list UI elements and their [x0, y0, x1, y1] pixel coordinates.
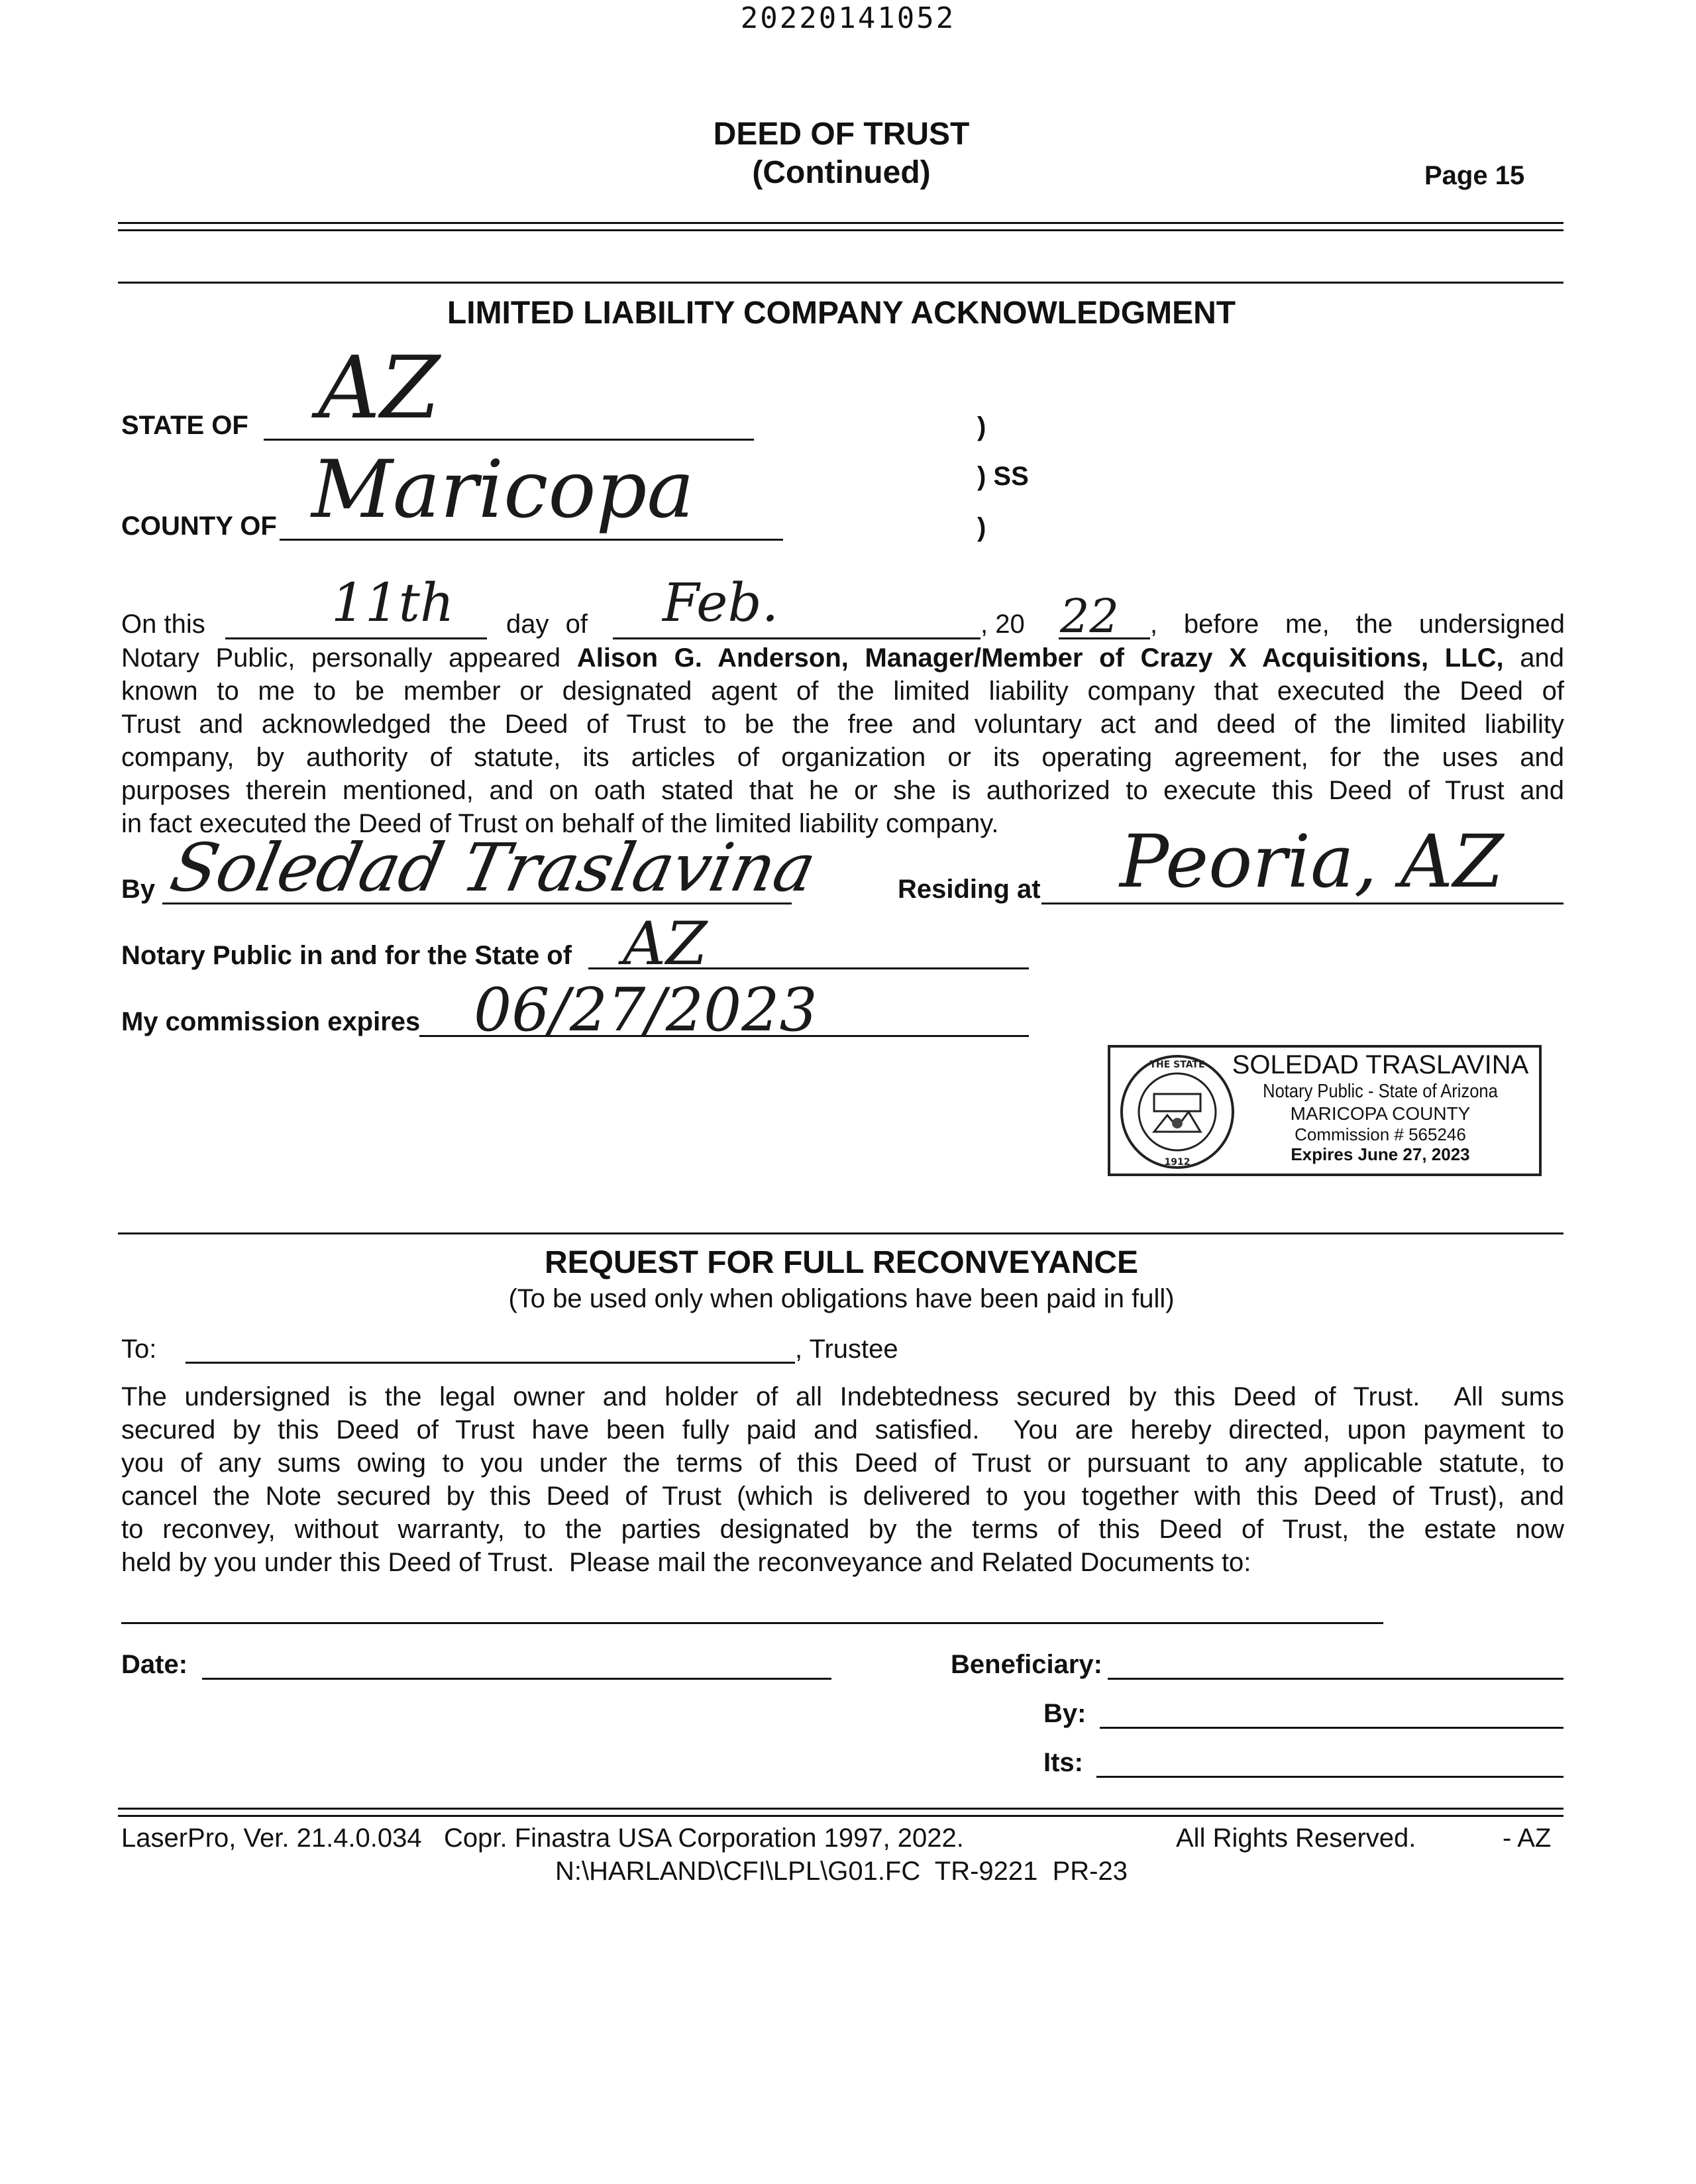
ack-line-2: [121, 641, 1564, 675]
to-label: To:: [121, 1335, 157, 1364]
svg-text:THE STATE: THE STATE: [1149, 1060, 1205, 1070]
header-rule-2: [118, 229, 1564, 231]
residing-handwritten: Peoria, AZ: [1120, 819, 1504, 904]
beneficiary-label: Beneficiary:: [951, 1650, 1102, 1679]
footer-rule-2: [118, 1815, 1564, 1817]
state-label: STATE OF: [121, 411, 248, 440]
stamp-line-3: Commission # 565246: [1295, 1124, 1466, 1144]
its-line: [1096, 1776, 1564, 1778]
reconveyance-line-4: cancel the Note secured by this Deed of Trust (which is delivered to you together with this Deed of Trust), and: [121, 1482, 1564, 1511]
county-line: [280, 539, 783, 541]
reconveyance-line-1: The undersigned is the legal owner and holder of all Indebtedness secured by this Deed of Trust. All sums: [121, 1382, 1564, 1411]
by-signature-line: [1100, 1727, 1564, 1729]
day-handwritten: 11th: [331, 572, 454, 633]
residing-label: Residing at: [898, 875, 1041, 904]
page-number: Page 15: [1424, 161, 1525, 190]
document-title: DEED OF TRUST: [713, 117, 970, 152]
ack-line-3: known to me to be member or designated agent of the limited liability company that executed the Deed of: [121, 677, 1564, 706]
notary-stamp: [1108, 1045, 1542, 1176]
reconveyance-rule: [118, 1232, 1564, 1234]
ack-line-6: purposes therein mentioned, and on oath stated that he or she is authorized to execute this Deed of Trust and: [121, 776, 1564, 805]
acknowledgment-heading: LIMITED LIABILITY COMPANY ACKNOWLEDGMENT: [447, 296, 1236, 331]
svg-text:1912: 1912: [1164, 1157, 1191, 1168]
by-signature-label: By:: [1043, 1699, 1086, 1728]
state-handwritten: AZ: [318, 337, 441, 438]
document-subtitle: (Continued): [752, 155, 931, 190]
county-label: COUNTY OF: [121, 512, 277, 541]
footer-path: N:\HARLAND\CFI\LPL\G01.FC TR-9221 PR-23: [555, 1857, 1128, 1886]
date-label: Date:: [121, 1650, 188, 1679]
notary-state-label: Notary Public in and for the State of: [121, 941, 572, 970]
county-handwritten: Maricopa: [311, 444, 694, 536]
year-prefix: , 20: [980, 610, 1025, 639]
footer-software: LaserPro, Ver. 21.4.0.034 Copr. Finastra USA Corporation 1997, 2022.: [121, 1824, 964, 1853]
date-line: [202, 1678, 831, 1680]
stamp-line-4: Expires June 27, 2023: [1291, 1144, 1470, 1164]
stamp-line-1: Notary Public - State of Arizona: [1263, 1081, 1498, 1102]
month-handwritten: Feb.: [662, 572, 779, 633]
day-of-text: day of: [506, 610, 588, 639]
commission-handwritten: 06/27/2023: [474, 975, 818, 1045]
its-label: Its:: [1043, 1748, 1083, 1777]
ack-line-5: company, by authority of statute, its articles of organization or its operating agreement, for the uses and: [121, 743, 1564, 772]
notary-signature: Soledad Traslavina: [164, 829, 823, 906]
month-line: [613, 637, 980, 639]
footer-rights: All Rights Reserved.: [1176, 1824, 1416, 1853]
trustee-line: [186, 1362, 795, 1364]
day-line: [225, 637, 487, 639]
state-line: [264, 439, 754, 441]
commission-label: My commission expires: [121, 1007, 421, 1036]
recording-number: 20220141052: [740, 1, 956, 35]
reconveyance-line-6: held by you under this Deed of Trust. Please mail the reconveyance and Related Documents to:: [121, 1548, 1251, 1577]
ack-line-4: Trust and acknowledged the Deed of Trust to be the free and voluntary act and deed of the limited liability: [121, 710, 1564, 739]
footer-state: - AZ: [1503, 1824, 1552, 1853]
year-handwritten: 22: [1060, 589, 1120, 643]
section-rule: [118, 282, 1564, 284]
paren-1: ): [977, 412, 986, 441]
before-me-text: , before me, the undersigned: [1150, 610, 1565, 639]
reconveyance-heading: REQUEST FOR FULL RECONVEYANCE: [544, 1245, 1139, 1280]
stamp-name: SOLEDAD TRASLAVINA: [1232, 1050, 1529, 1079]
reconveyance-line-5: to reconvey, without warranty, to the parties designated by the terms of this Deed of Trust, the estate now: [121, 1515, 1564, 1544]
mailing-address-line: [121, 1622, 1383, 1624]
notary-state-handwritten: AZ: [623, 909, 708, 979]
by-label: By: [121, 875, 156, 904]
footer-rule-1: [118, 1808, 1564, 1810]
ack-line-7: in fact executed the Deed of Trust on behalf of the limited liability company.: [121, 809, 999, 838]
beneficiary-line: [1108, 1678, 1564, 1680]
trustee-label: , Trustee: [795, 1335, 898, 1364]
on-this-text: On this: [121, 610, 205, 639]
header-rule-1: [118, 222, 1564, 224]
reconveyance-subheading: (To be used only when obligations have been paid in full): [508, 1284, 1175, 1313]
reconveyance-line-3: you of any sums owing to you under the terms of this Deed of Trust or pursuant to any applicable statute, to: [121, 1448, 1564, 1478]
stamp-line-2: MARICOPA COUNTY: [1290, 1103, 1471, 1124]
ack-line-2b: and: [1503, 643, 1564, 673]
ss-label: ) SS: [977, 462, 1029, 491]
paren-3: ): [977, 513, 986, 542]
state-seal-icon: [1114, 1049, 1240, 1175]
reconveyance-line-2: secured by this Deed of Trust have been fully paid and satisfied. You are hereby directed, upon payment to: [121, 1415, 1564, 1445]
ack-line-2a: Notary Public, personally appeared: [121, 643, 577, 673]
ack-appearer: Alison G. Anderson, Manager/Member of Crazy X Acquisitions, LLC,: [576, 643, 1504, 673]
